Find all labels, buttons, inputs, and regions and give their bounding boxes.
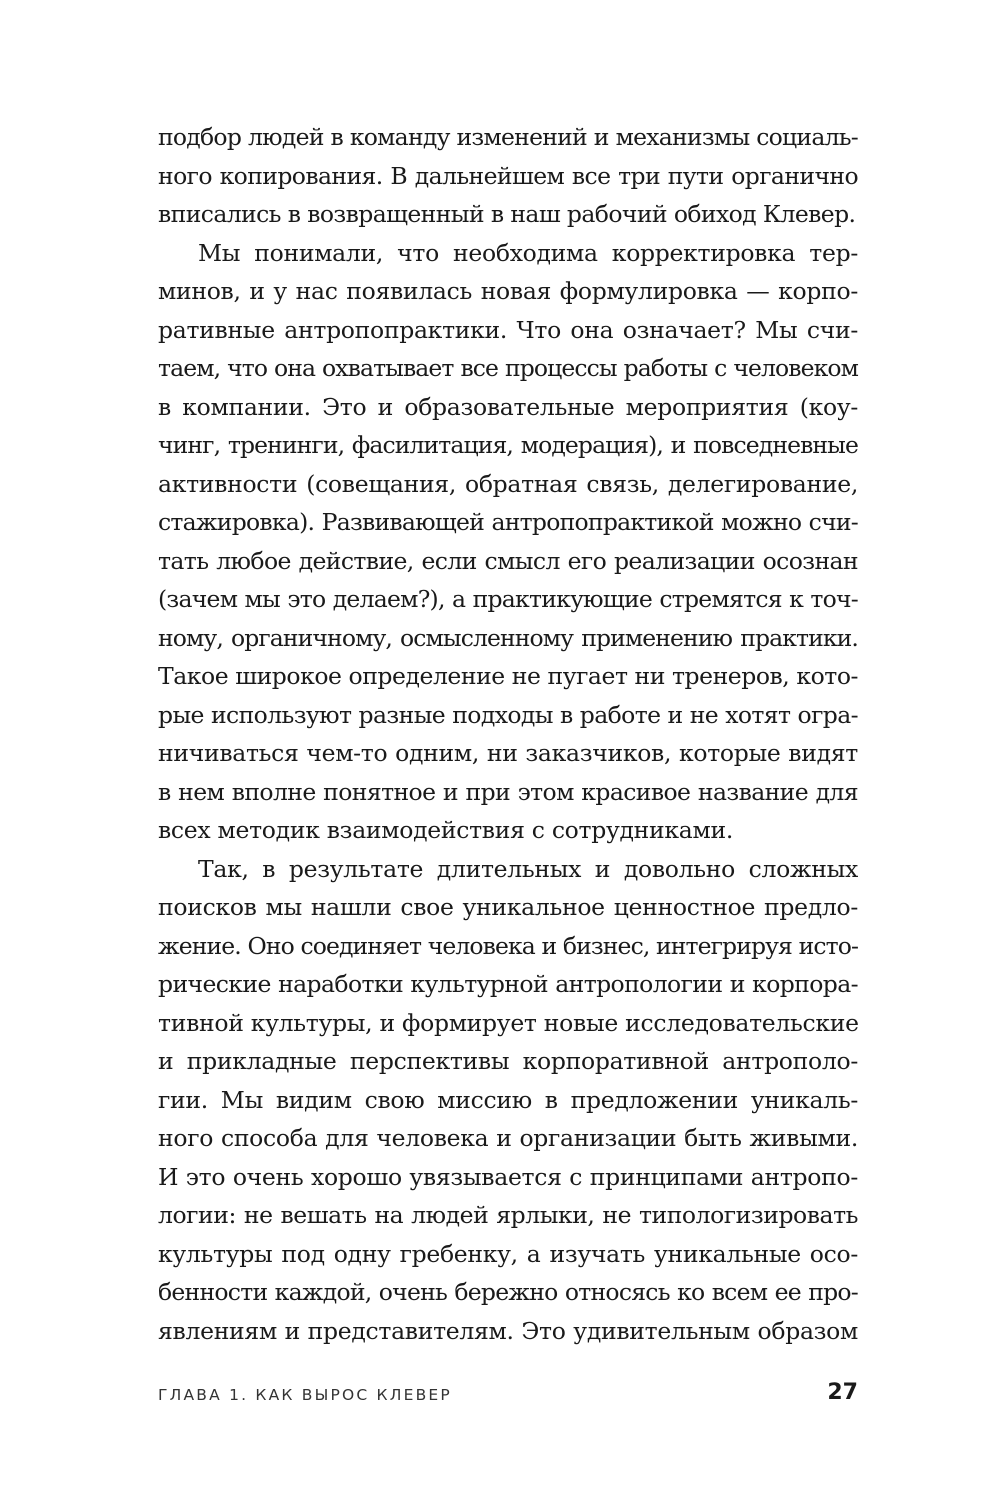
text-line: чинг, тренинги, фасилитация, модерация), и повседневные (158, 431, 858, 459)
text-line: жение. Оно соединяет человека и бизнес, интегрируя исто- (158, 931, 858, 960)
text-line: ничиваться чем-то одним, ни заказчиков, которые видят (158, 739, 858, 767)
text-line: бенности каждой, очень бережно относясь ко всем ее про- (158, 1278, 858, 1306)
text-line: рические наработки культурной антропологии и корпора- (158, 970, 858, 998)
text-line: тивной культуры, и формирует новые исследовательские (158, 1008, 859, 1037)
text-line: рые используют разные подходы в работе и не хотят огра- (158, 700, 858, 729)
text-line: ративные антропопрактики. Что она означает? Мы счи- (158, 315, 858, 344)
text-line: тать любое действие, если смысл его реализации осознан (158, 546, 858, 575)
text-line: И это очень хорошо увязывается с принципами антропо- (158, 1162, 858, 1191)
text-line: вписались в возвращенный в наш рабочий обиход Клевер. (158, 200, 856, 228)
text-line: стажировка). Развивающей антропопрактикой можно счи- (158, 508, 858, 536)
text-line: Такое широкое определение не пугает ни тренеров, кото- (158, 662, 859, 690)
page-footer (158, 1380, 858, 1410)
text-line: подбор людей в команду изменений и механизмы социаль- (158, 123, 858, 151)
text-line: минов, и у нас появилась новая формулировка — корпо- (158, 277, 858, 305)
text-line: ного способа для человека и организации быть живыми. (158, 1124, 858, 1152)
text-line: активности (совещания, обратная связь, делегирование, (158, 469, 858, 498)
text-line: гии. Мы видим свою миссию в предложении уникаль- (158, 1085, 858, 1114)
text-line: в нем вполне понятное и при этом красивое название для (158, 777, 858, 806)
text-line: и прикладные перспективы корпоративной антрополо- (158, 1047, 858, 1075)
text-line: логии: не вешать на людей ярлыки, не типологизировать (158, 1201, 858, 1229)
text-line: Так, в результате длительных и довольно сложных (198, 854, 858, 883)
text-line: (зачем мы это делаем?), а практикующие стремятся к точ- (158, 585, 858, 613)
running-head: ГЛАВА 1. КАК ВЫРОС КЛЕВЕР (158, 1386, 452, 1404)
text-line: ного копирования. В дальнейшем все три пути органично (158, 161, 858, 190)
text-line: явлениям и представителям. Это удивительным образом (158, 1316, 858, 1345)
text-line: Мы понимали, что необходима корректировка тер- (198, 238, 858, 267)
text-line: всех методик взаимодействия с сотрудниками. (158, 816, 734, 844)
text-line: таем, что она охватывает все процессы работы с человеком (158, 354, 858, 382)
text-line: культуры под одну гребенку, а изучать уникальные осо- (158, 1239, 858, 1268)
page-number: 27 (827, 1380, 858, 1405)
body-text (158, 118, 858, 1350)
text-line: в компании. Это и образовательные мероприятия (коу- (158, 392, 858, 421)
text-line: поисков мы нашли свое уникальное ценностное предло- (158, 893, 858, 921)
text-line: ному, органичному, осмысленному применению практики. (158, 623, 858, 652)
